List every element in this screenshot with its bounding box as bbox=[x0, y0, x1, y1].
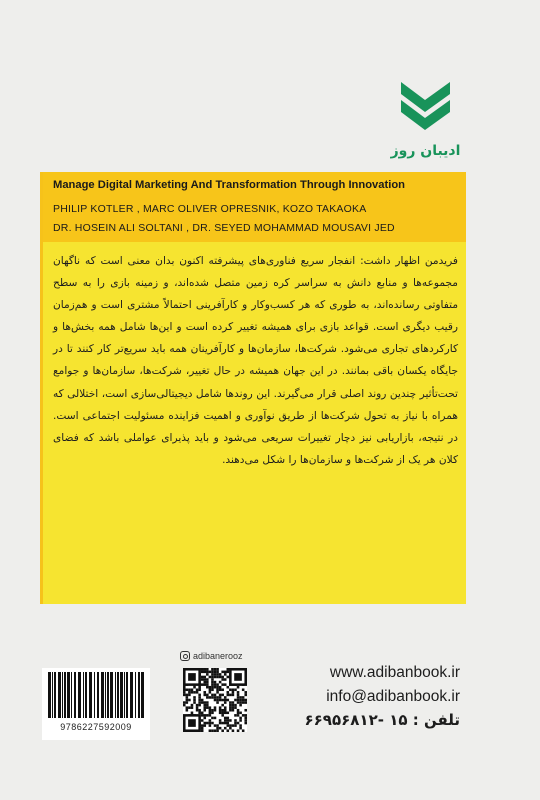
barcode-icon bbox=[46, 672, 146, 722]
title-header bbox=[43, 172, 466, 242]
book-blurb: فریدمن اظهار داشت: انفجار سریع فناوری‌های پیشرفته اکنون بدان معنی است که ناگهان مجموعه‌ها و منابع دانش به سراسر کره زمین متصل شده‌اند، و زمینه بازی را به سطح متفاوتی رسانده‌اند، به طوری که هر کسب‌وکار و کارآفرینی احتمالاً مشتری است و هم‌زمان رقیب دیگری است. قواعد بازی برای همیشه تغییر کرده است و این‌ها شامل همه بخش‌ها و کارکردهای تجاری می‌شود. شرکت‌ها، سازمان‌ها و کارآفرینان همه باید سریع‌تر کار کنند تا در جایگاه یکسان باقی بمانند. در این جهان همیشه در حال تغییر، شرکت‌ها، سازمان‌ها و جوامع تحت‌تأثیر چندین روند اصلی قرار می‌گیرند. این روندها شامل دیجیتالی‌سازی است، اختلالی که همراه با نیاز به تحول شرکت‌ها از طریق نوآوری و اهمیت فزاینده مسئولیت اجتماعی است. در نتیجه، بازاریابی نیز دچار تغییرات سریعی می‌شود و باید پذیرای عواملی باشد که فضای کلان هر یک از شرکت‌ها و سازمان‌ها را شکل می‌دهند. bbox=[53, 255, 458, 466]
qr-code-icon[interactable] bbox=[183, 668, 247, 732]
instagram-icon bbox=[180, 651, 190, 661]
instagram-text: adibanerooz bbox=[193, 651, 243, 661]
authors-line-2: DR. HOSEIN ALI SOLTANI , DR. SEYED MOHAMMAD MOUSAVI JED bbox=[53, 222, 395, 234]
english-title: Manage Digital Marketing And Transformation Through Innovation bbox=[53, 179, 406, 191]
authors-line-1: PHILIP KOTLER , MARC OLIVER OPRESNIK, KOZO TAKAOKA bbox=[53, 203, 367, 215]
email-link[interactable]: info@adibanbook.ir bbox=[326, 688, 460, 705]
publisher-name: ادیبان روز bbox=[390, 143, 461, 159]
instagram-handle[interactable] bbox=[180, 651, 243, 661]
isbn-number: 9786227592009 bbox=[60, 722, 132, 732]
website-link[interactable]: www.adibanbook.ir bbox=[329, 664, 460, 681]
description-panel bbox=[40, 172, 466, 604]
phone-number: تلفن : ۱۵ -۶۶۹۵۶۸۱۲ bbox=[304, 711, 460, 729]
